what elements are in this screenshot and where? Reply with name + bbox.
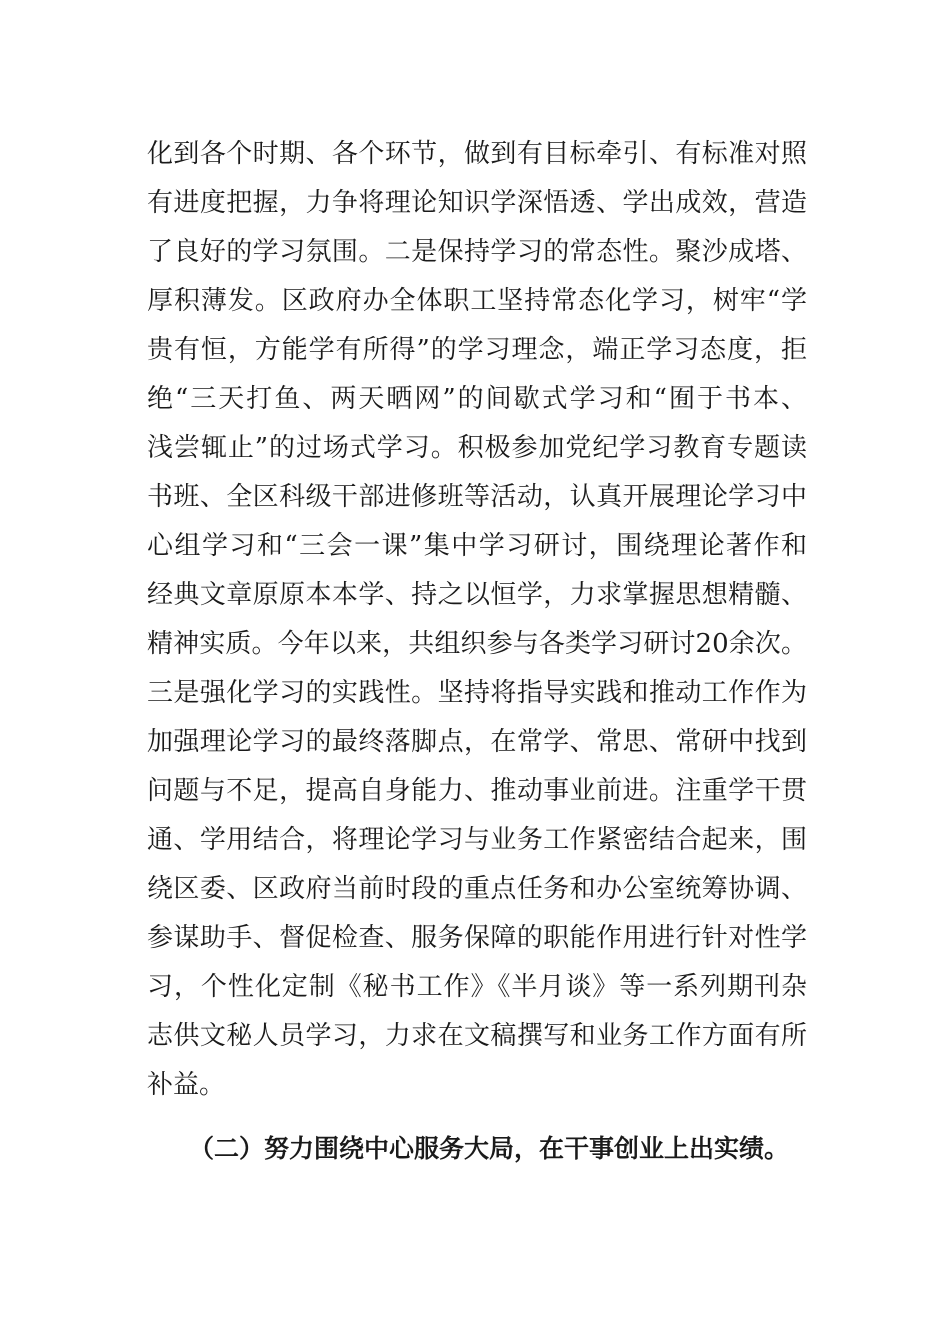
text-line: 绕区委、区政府当前时段的重点任务和办公室统筹协调、 bbox=[147, 874, 807, 904]
body-paragraph bbox=[147, 130, 807, 1110]
text-line: 志供文秘人员学习，力求在文稿撰写和业务工作方面有所 bbox=[147, 1021, 807, 1051]
section-heading: （二）努力围绕中心服务大局，在干事创业上出实绩。 bbox=[189, 1134, 790, 1163]
text-line: 贵有恒，方能学有所得”的学习理念，端正学习态度，拒 bbox=[147, 335, 807, 365]
text-line: 习，个性化定制《秘书工作》《半月谈》等一系列期刊杂 bbox=[147, 972, 807, 1002]
text-line: 了良好的学习氛围。二是保持学习的常态性。聚沙成塔、 bbox=[147, 237, 807, 267]
text-line: 经典文章原原本本学、持之以恒学，力求掌握思想精髓、 bbox=[147, 580, 807, 610]
text-line: 加强理论学习的最终落脚点，在常学、常思、常研中找到 bbox=[147, 727, 807, 757]
text-line: 化到各个时期、各个环节，做到有目标牵引、有标准对照 bbox=[147, 139, 807, 169]
text-line: 问题与不足，提高自身能力、推动事业前进。注重学干贯 bbox=[147, 776, 807, 806]
text-line: 通、学用结合，将理论学习与业务工作紧密结合起来，围 bbox=[147, 825, 807, 855]
text-line: 心组学习和“三会一课”集中学习研讨，围绕理论著作和 bbox=[147, 531, 807, 561]
text-line: 浅尝辄止”的过场式学习。积极参加党纪学习教育专题读 bbox=[147, 433, 807, 463]
text-line: 有进度把握，力争将理论知识学深悟透、学出成效，营造 bbox=[147, 188, 807, 218]
text-line: 三是强化学习的实践性。坚持将指导实践和推动工作作为 bbox=[147, 678, 807, 708]
text-line: 参谋助手、督促检查、服务保障的职能作用进行针对性学 bbox=[147, 923, 807, 953]
text-line: 绝“三天打鱼、两天晒网”的间歇式学习和“囿于书本、 bbox=[147, 384, 807, 414]
text-line: 补益。 bbox=[147, 1070, 226, 1100]
text-line: 厚积薄发。区政府办全体职工坚持常态化学习，树牢“学 bbox=[147, 286, 807, 316]
text-line: 精神实质。今年以来，共组织参与各类学习研讨20余次。 bbox=[147, 629, 807, 659]
text-line: 书班、全区科级干部进修班等活动，认真开展理论学习中 bbox=[147, 482, 807, 512]
